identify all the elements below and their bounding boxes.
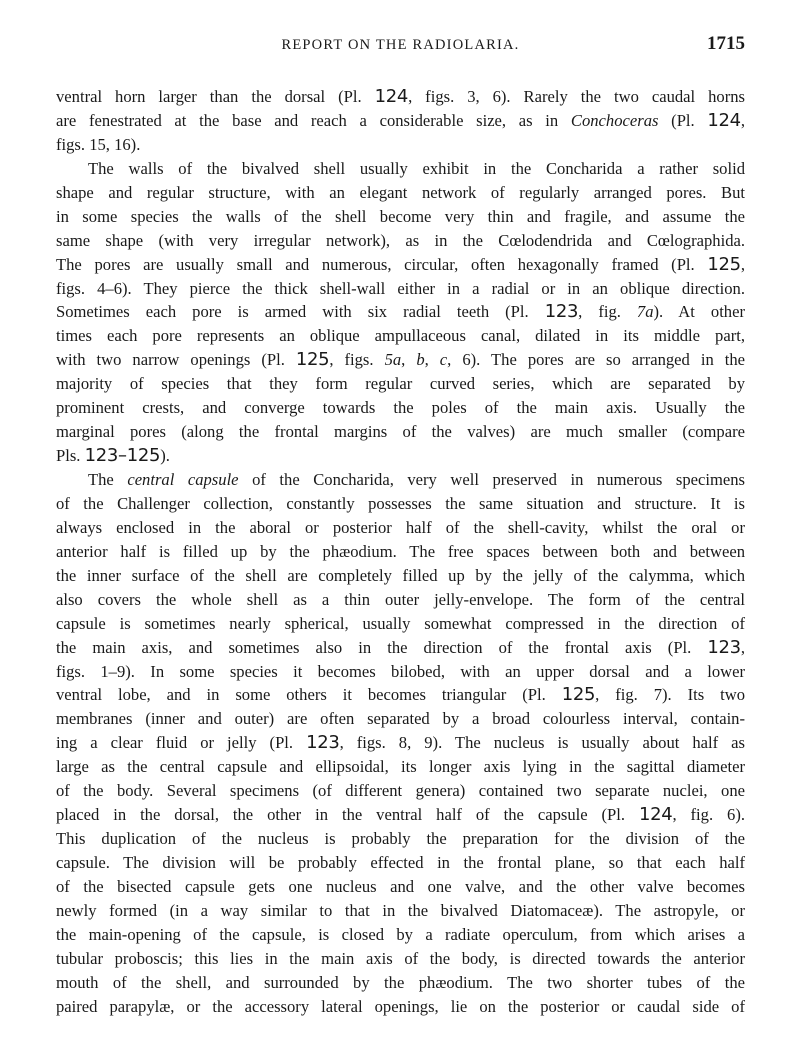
- text-line: figs. 4–6). They pierce the thick shell-wall either in a radial or in an oblique direction.: [56, 278, 745, 298]
- plate-reference-number: 124: [707, 109, 741, 131]
- text-line: tubular proboscis; this lies in the main axis of the body, is directed towards the anterior: [56, 948, 745, 968]
- text-line: capsule. The division will be probably effected in the frontal plane, so that each half: [56, 853, 745, 872]
- running-title: REPORT ON THE RADIOLARIA.: [281, 37, 520, 53]
- text-line: the main axis, and sometimes also in the direction of the frontal axis (Pl. 123,: [56, 636, 745, 658]
- plate-reference-number: 124: [374, 86, 409, 107]
- italic-term: b: [416, 350, 425, 370]
- page-number: 1715: [707, 33, 745, 54]
- italic-term: 5a: [384, 350, 402, 370]
- plate-reference-number: 125: [707, 253, 741, 275]
- text-line: The pores are usually small and numerous, circular, often hexagonally framed (Pl. 125,: [56, 253, 745, 275]
- text-line: times each pore represents an oblique ampullaceous canal, dilated in its middle part,: [56, 326, 745, 346]
- plate-reference-number: 123: [707, 636, 741, 658]
- italic-term: c: [439, 350, 448, 370]
- text-line: Sometimes each pore is armed with six radial teeth (Pl. 123, fig. 7a). At other: [56, 301, 745, 323]
- text-line: figs. 1–9). In some species it becomes bilobed, with an upper dorsal and a lower: [56, 661, 745, 681]
- text-line: also covers the whole shell as a thin outer jelly-envelope. The form of the central: [56, 589, 745, 609]
- text-line: ing a clear fluid or jelly (Pl. 123, figs. 8, 9). The nucleus is usually about half as: [56, 732, 746, 754]
- text-line: newly formed (in a way similar to that in the bivalved Diatomaceæ). The astropyle, or: [56, 900, 745, 920]
- text-line: large as the central capsule and ellipsoidal, its longer axis lying in the sagittal diameter: [56, 757, 745, 777]
- text-line: The central capsule of the Concharida, very well preserved in numerous specimens: [88, 470, 745, 489]
- running-head: [56, 33, 745, 57]
- text-line: always enclosed in the aboral or posterior half of the shell-cavity, whilst the oral or: [56, 517, 745, 537]
- text-line: figs. 15, 16).: [56, 134, 141, 154]
- text-line: paired parapylæ, or the accessory lateral openings, lie on the posterior or caudal side of: [56, 996, 745, 1016]
- text-line: Pls. 123–125).: [56, 445, 170, 467]
- text-line: of the Challenger collection, constantly possesses the same situation and structure. It is: [56, 493, 745, 513]
- text-line: the inner surface of the shell are completely filled up by the jelly of the calymma, which: [56, 565, 745, 585]
- plate-reference-number: 123–125: [84, 445, 161, 467]
- text-line: This duplication of the nucleus is probably the preparation for the division of the: [56, 829, 745, 849]
- text-line: marginal pores (along the frontal margins of the valves) are much smaller (compare: [56, 422, 745, 442]
- text-line: in some species the walls of the shell become very thin and fragile, and assume the: [56, 206, 745, 226]
- text-line: the main-opening of the capsule, is closed by a radiate operculum, from which arises a: [56, 924, 745, 944]
- italic-term: central capsule: [127, 470, 239, 489]
- plate-reference-number: 125: [561, 684, 596, 706]
- text-line: capsule is sometimes nearly spherical, usually somewhat compressed in the direction of: [56, 613, 745, 633]
- body-text: [56, 85, 745, 1019]
- italic-term: 7a: [636, 302, 654, 322]
- text-line: membranes (inner and outer) are often separated by a broad colourless interval, contain-: [56, 709, 745, 729]
- text-line: placed in the dorsal, the other in the ventral half of the capsule (Pl. 124, fig. 6).: [56, 804, 745, 826]
- text-line: of the body. Several specimens (of different genera) contained two separate nuclei, one: [56, 781, 745, 801]
- text-line: shape and regular structure, with an elegant network of regularly arranged pores. But: [56, 182, 745, 202]
- text-line: The walls of the bivalved shell usually exhibit in the Concharida a rather solid: [88, 158, 745, 178]
- text-line: same shape (with very irregular network), as in the Cœlodendrida and Cœlographida.: [56, 230, 745, 250]
- text-line: are fenestrated at the base and reach a considerable size, as in Conchoceras (Pl. 124,: [56, 109, 745, 131]
- text-line: mouth of the shell, and surrounded by the phæodium. The two shorter tubes of the: [56, 972, 745, 992]
- text-line: ventral horn larger than the dorsal (Pl. 124, figs. 3, 6). Rarely the two caudal horns: [56, 86, 746, 107]
- plate-reference-number: 125: [295, 349, 330, 371]
- plate-reference-number: 123: [306, 732, 340, 754]
- text-line: prominent crests, and converge towards the poles of the main axis. Usually the: [56, 398, 745, 418]
- text-line: anterior half is filled up by the phæodium. The free spaces between both and between: [56, 541, 745, 561]
- text-line: majority of species that they form regular curved series, which are separated by: [56, 374, 745, 394]
- italic-term: Conchoceras: [570, 110, 659, 130]
- plate-reference-number: 123: [544, 301, 579, 323]
- text-line: ventral lobe, and in some others it becomes triangular (Pl. 125, fig. 7). Its two: [56, 684, 746, 706]
- text-line: of the bisected capsule gets one nucleus and one valve, and the other valve becomes: [56, 876, 745, 896]
- plate-reference-number: 124: [638, 804, 673, 826]
- text-line: with two narrow openings (Pl. 125, figs. 5a, b, c, 6). The pores are so arranged in the: [56, 349, 746, 371]
